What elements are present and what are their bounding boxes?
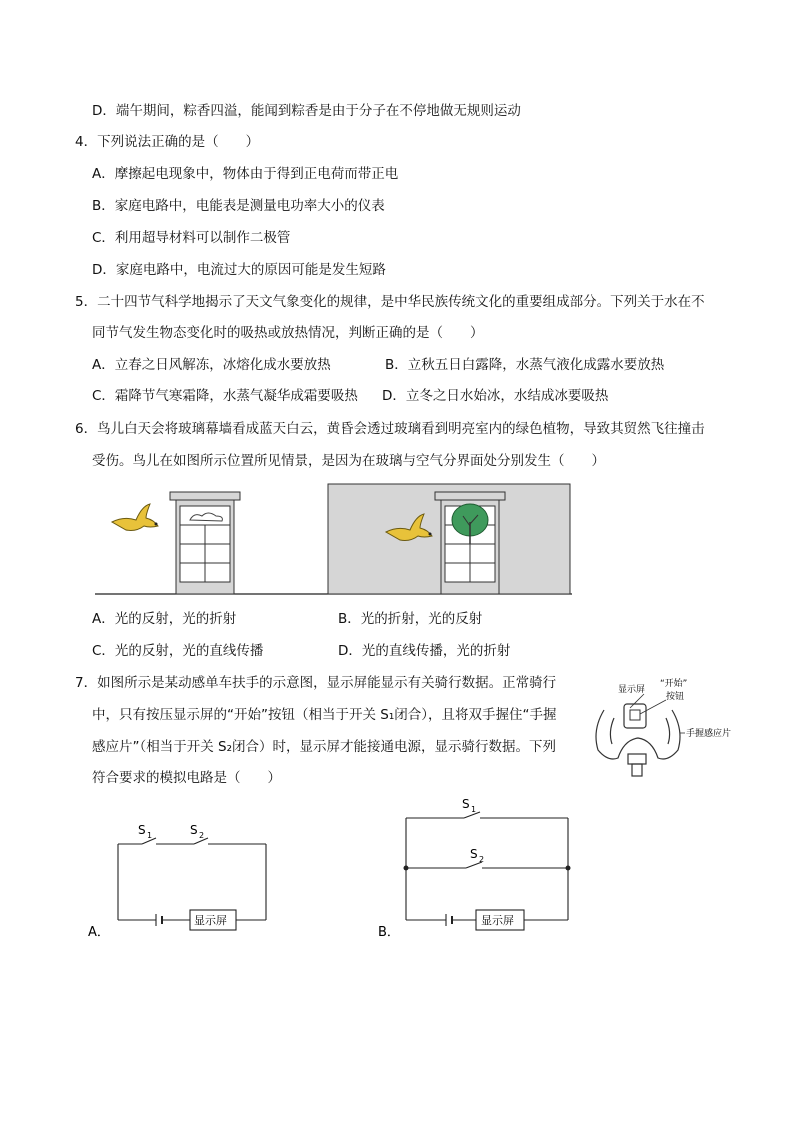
handlebar-shape	[596, 704, 680, 776]
handlebar-figure	[584, 672, 784, 782]
q3-option-d: D．端午期间，粽香四溢，能闻到粽香是由于分子在不停地做无规则运动	[92, 103, 521, 119]
s1-label: S	[462, 797, 470, 811]
s2-label: S	[470, 847, 478, 861]
q5-stem-line2: 同节气发生物态变化时的吸热或放热情况，判断正确的是（ ）	[92, 325, 484, 341]
q7-stem-line2: 中，只有按压显示屏的“开始”按钮（相当于开关 S₁闭合），且将双手握住“手握	[92, 707, 557, 723]
q6-figure	[90, 482, 574, 598]
s2-subscript: 2	[199, 831, 205, 840]
q6-option-a[interactable]: A．光的反射，光的折射	[92, 611, 237, 627]
start-label: “开始”	[660, 679, 688, 689]
bird-icon	[112, 504, 158, 531]
junction-left	[404, 866, 409, 871]
q6-option-b[interactable]: B．光的折射，光的反射	[338, 611, 483, 627]
s1-subscript: 1	[147, 831, 153, 840]
circuit-b-label: B．	[378, 925, 400, 940]
junction-right	[566, 866, 571, 871]
s2-label: S	[190, 823, 198, 837]
s2-subscript: 2	[479, 855, 485, 864]
q5-stem-line1: 5．二十四节气科学地揭示了天文气象变化的规律，是中华民族传统文化的重要组成部分。下列关于水在不	[75, 294, 705, 310]
q5-option-b[interactable]: B．立秋五日白露降，水蒸气液化成露水要放热	[385, 357, 665, 373]
q4-option-a[interactable]: A．摩擦起电现象中，物体由于得到正电荷而带正电	[92, 166, 399, 182]
circuit-b[interactable]	[376, 796, 576, 940]
left-window	[170, 492, 240, 594]
s1-subscript: 1	[471, 805, 477, 814]
display-label: 显示屏	[194, 914, 227, 927]
circuit-a-label: A．	[88, 925, 110, 940]
q7-stem-line3: 感应片”（相当于开关 S₂闭合）时，显示屏才能接通电源，显示骑行数据。下列	[92, 739, 557, 755]
sensor-label: 手握感应片	[686, 729, 732, 739]
q4-stem: 4．下列说法正确的是（ ）	[75, 134, 260, 150]
q4-option-b[interactable]: B．家庭电路中，电能表是测量电功率大小的仪表	[92, 198, 385, 214]
q5-option-c[interactable]: C．霜降节气寒霜降，水蒸气凝华成霜要吸热	[92, 388, 358, 404]
circuit-a[interactable]	[86, 818, 282, 940]
q6-stem-line1: 6．鸟儿白天会将玻璃幕墙看成蓝天白云，黄昏会透过玻璃看到明亮室内的绿色植物，导致其贸然飞往撞击	[75, 421, 705, 437]
display-label: 显示屏	[481, 914, 514, 927]
q6-option-c[interactable]: C．光的反射，光的直线传播	[92, 643, 264, 659]
q5-option-a[interactable]: A．立春之日风解冻，冰熔化成水要放热	[92, 357, 331, 373]
button-label: 按钮	[666, 692, 685, 702]
screen-label: 显示屏	[618, 685, 646, 695]
q5-option-d[interactable]: D．立冬之日水始冰，水结成冰要吸热	[382, 388, 609, 404]
q6-option-d[interactable]: D．光的直线传播，光的折射	[338, 643, 511, 659]
q6-stem-line2: 受伤。鸟儿在如图所示位置所见情景，是因为在玻璃与空气分界面处分别发生（ ）	[92, 453, 605, 469]
s1-label: S	[138, 823, 146, 837]
q7-stem-line4: 符合要求的模拟电路是（ ）	[92, 770, 281, 786]
q7-stem-line1: 7．如图所示是某动感单车扶手的示意图，显示屏能显示有关骑行数据。正常骑行	[75, 675, 557, 691]
q4-option-d[interactable]: D．家庭电路中，电流过大的原因可能是发生短路	[92, 262, 386, 278]
right-room	[328, 484, 570, 594]
q4-option-c[interactable]: C．利用超导材料可以制作二极管	[92, 230, 291, 246]
